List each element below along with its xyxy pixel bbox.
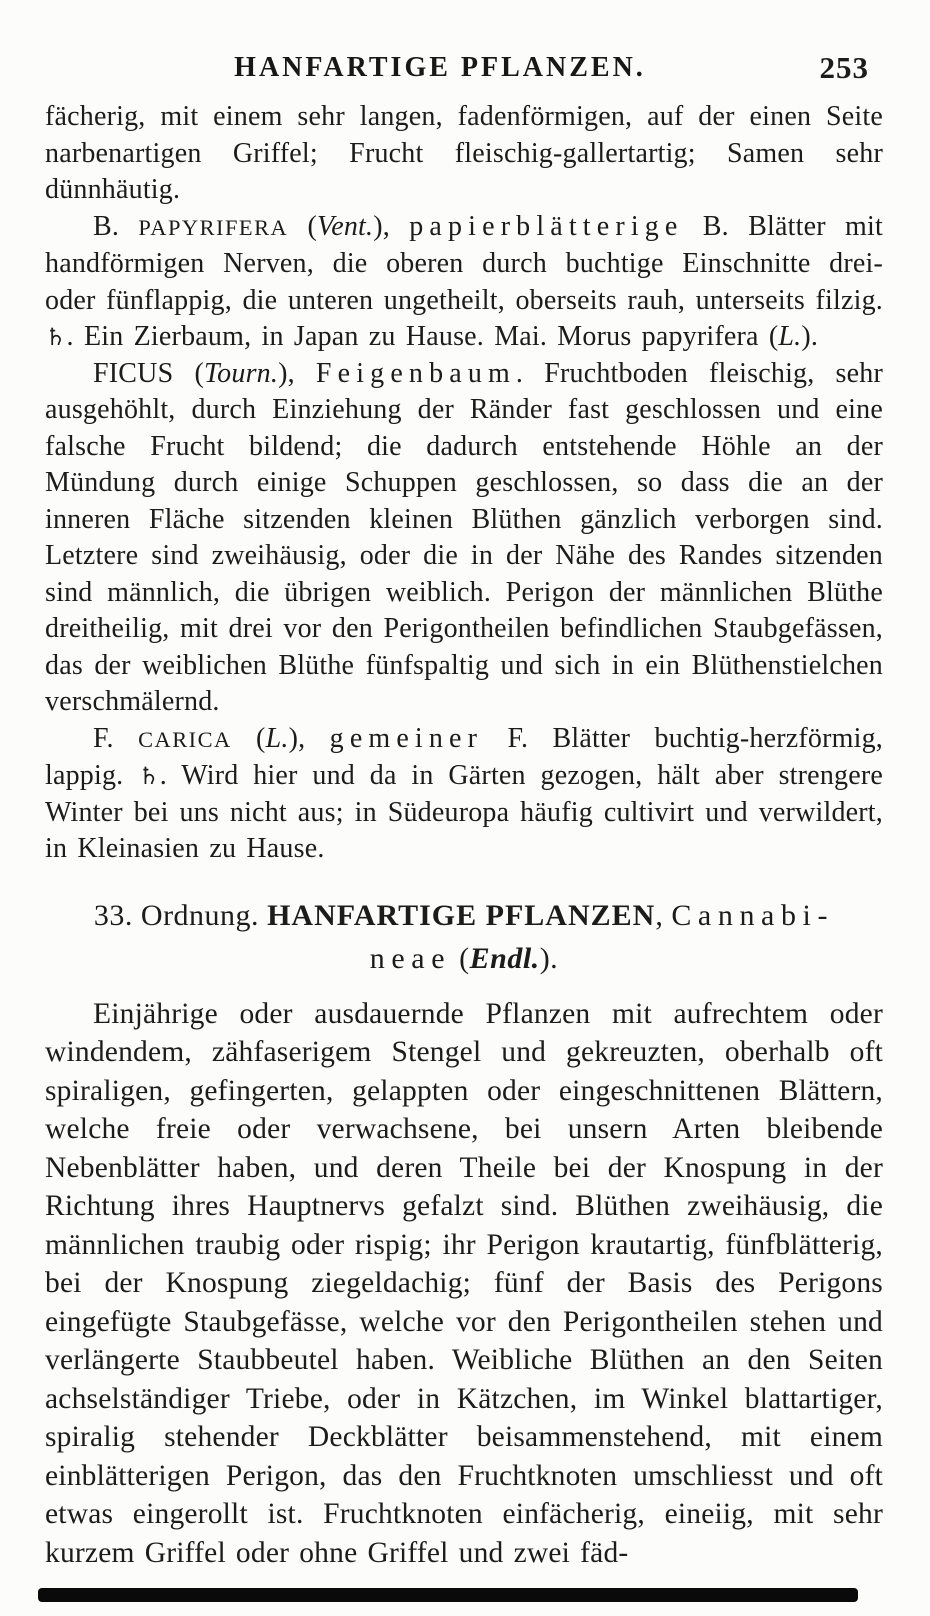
- text-segment: . Wird hier und da in Gärten gezogen, hält aber strengere Winter bei uns nicht aus; in Südeuropa häufig cultivirt und verwildert, in Kleinasien zu Hause.: [45, 760, 883, 864]
- text-segment: Einjährige oder ausdauernde Pflanzen mit aufrechtem oder windendem, zähfaserigem Stengel und gekreuzten, oberhalb oft spiraligen, gefingerten, gelappten oder eingeschnittenen Blättern, welche freie oder verwachsene, bei unsern Arten bleibende Nebenblätter haben, und deren Theile bei der Knospung in der Richtung ihres Hauptnervs gefalzt sind. Blüthen zweihäusig, die männlichen traubig oder rispig; ihr Perigon krautartig, fünfblätterig, bei der Knospung ziegeldachig; fünf der Basis des Perigons eingefügte Staubgefässe, welche vor den Perigontheilen stehen und verlängerte Staubbeutel haben. Weibliche Blüthen an den Seiten achselständiger Triebe, oder in Kätzchen, im Winkel blattartiger, spiralig stehender Deckblätter beisammenstehend, mit einem einblätterigen Perigon, das den Fruchtknoten umschliesst und oft etwas eingerollt ist. Fruchtknoten einfächerig, eineiig, mit sehr kurzem Griffel oder ohne Griffel und zwei fäd-: [45, 997, 883, 1569]
- text-segment: . Ein Zierbaum, in Japan zu Hause. Mai. Morus papyrifera (: [66, 321, 779, 352]
- running-title: HANFARTIGE PFLANZEN.: [234, 52, 646, 83]
- page-number: 253: [819, 50, 869, 85]
- text-segment: ),: [278, 357, 316, 389]
- text-segment: ),: [288, 722, 330, 754]
- text-segment: CARICA: [138, 726, 232, 752]
- text-column: [45, 99, 883, 1572]
- text-segment: B.: [93, 210, 139, 242]
- text-segment: Endl.: [469, 941, 540, 975]
- text-segment: L.: [778, 321, 802, 352]
- text-segment: FICUS (: [93, 357, 204, 389]
- paragraph-continuation: [45, 99, 883, 209]
- text-segment: Vent.: [317, 210, 374, 242]
- saturn-woody-plant-symbol: ♄: [138, 762, 160, 790]
- text-segment: fächerig, mit einem sehr langen, fadenförmigen, auf der einen Seite narbenartigen Griffel; Frucht fleischig-gallertartig; Samen sehr dünnhäutig.: [45, 101, 883, 205]
- text-segment: 33. Ordnung.: [93, 898, 268, 932]
- section-heading-line2: [370, 942, 558, 975]
- text-segment: Cannabi-: [671, 898, 835, 932]
- paragraph-cannabineae-description: [45, 995, 883, 1573]
- paragraph-papyrifera: [45, 209, 883, 356]
- text-segment: ).: [539, 941, 559, 975]
- text-segment: ),: [373, 210, 410, 242]
- text-segment: ,: [655, 898, 672, 932]
- scan-edge-artifact: [38, 1588, 858, 1602]
- text-segment: ).: [801, 321, 819, 352]
- text-segment: neae: [369, 941, 452, 975]
- text-segment: (: [231, 722, 266, 754]
- text-segment: Tourn.: [203, 357, 279, 389]
- text-segment: F. Blätter buchtig-herzförmig, lappig.: [45, 722, 883, 791]
- section-heading: [45, 894, 883, 980]
- saturn-woody-plant-symbol: ♄: [45, 323, 67, 351]
- text-segment: B. Blätter mit handförmigen Nerven, die oberen durch buchtige Einschnitte drei- oder fünflappig, die unteren ungetheilt, oberseits rauh, unterseits filzig.: [45, 210, 883, 316]
- text-segment: (: [451, 941, 470, 975]
- text-segment: gemeiner: [329, 722, 484, 754]
- page-header: [45, 52, 883, 92]
- section-heading-line1: [94, 899, 834, 932]
- paragraph-carica: [45, 721, 883, 868]
- text-segment: L.: [265, 722, 289, 754]
- text-segment: PAPYRIFERA: [138, 214, 289, 240]
- text-segment: papierblätterige: [409, 210, 684, 242]
- text-segment: (: [288, 210, 318, 242]
- text-segment: Feigenbaum: [315, 357, 516, 389]
- text-segment: . Fruchtboden fleischig, sehr ausgehöhlt, durch Einziehung der Ränder fast geschlossen und eine falsche Frucht bildend; die dadurch entstehende Höhle an der Mündung durch einige Schuppen geschlossen, so dass die an der inneren Fläche sitzenden kleinen Blüthen gänzlich verborgen sind. Letztere sind zweihäusig, oder die in der Nähe des Randes sitzenden sind männlich, die übrigen weiblich. Perigon der männlichen Blüthe dreitheilig, mit drei vor den Perigontheilen befindlichen Staubgefässen, das der weiblichen Blüthe fünfspaltig und sich in ein Blüthenstielchen verschmälernd.: [45, 357, 883, 717]
- paragraph-ficus: [45, 356, 883, 721]
- text-segment: F.: [93, 722, 139, 754]
- text-segment: HANFARTIGE PFLANZEN: [267, 898, 656, 932]
